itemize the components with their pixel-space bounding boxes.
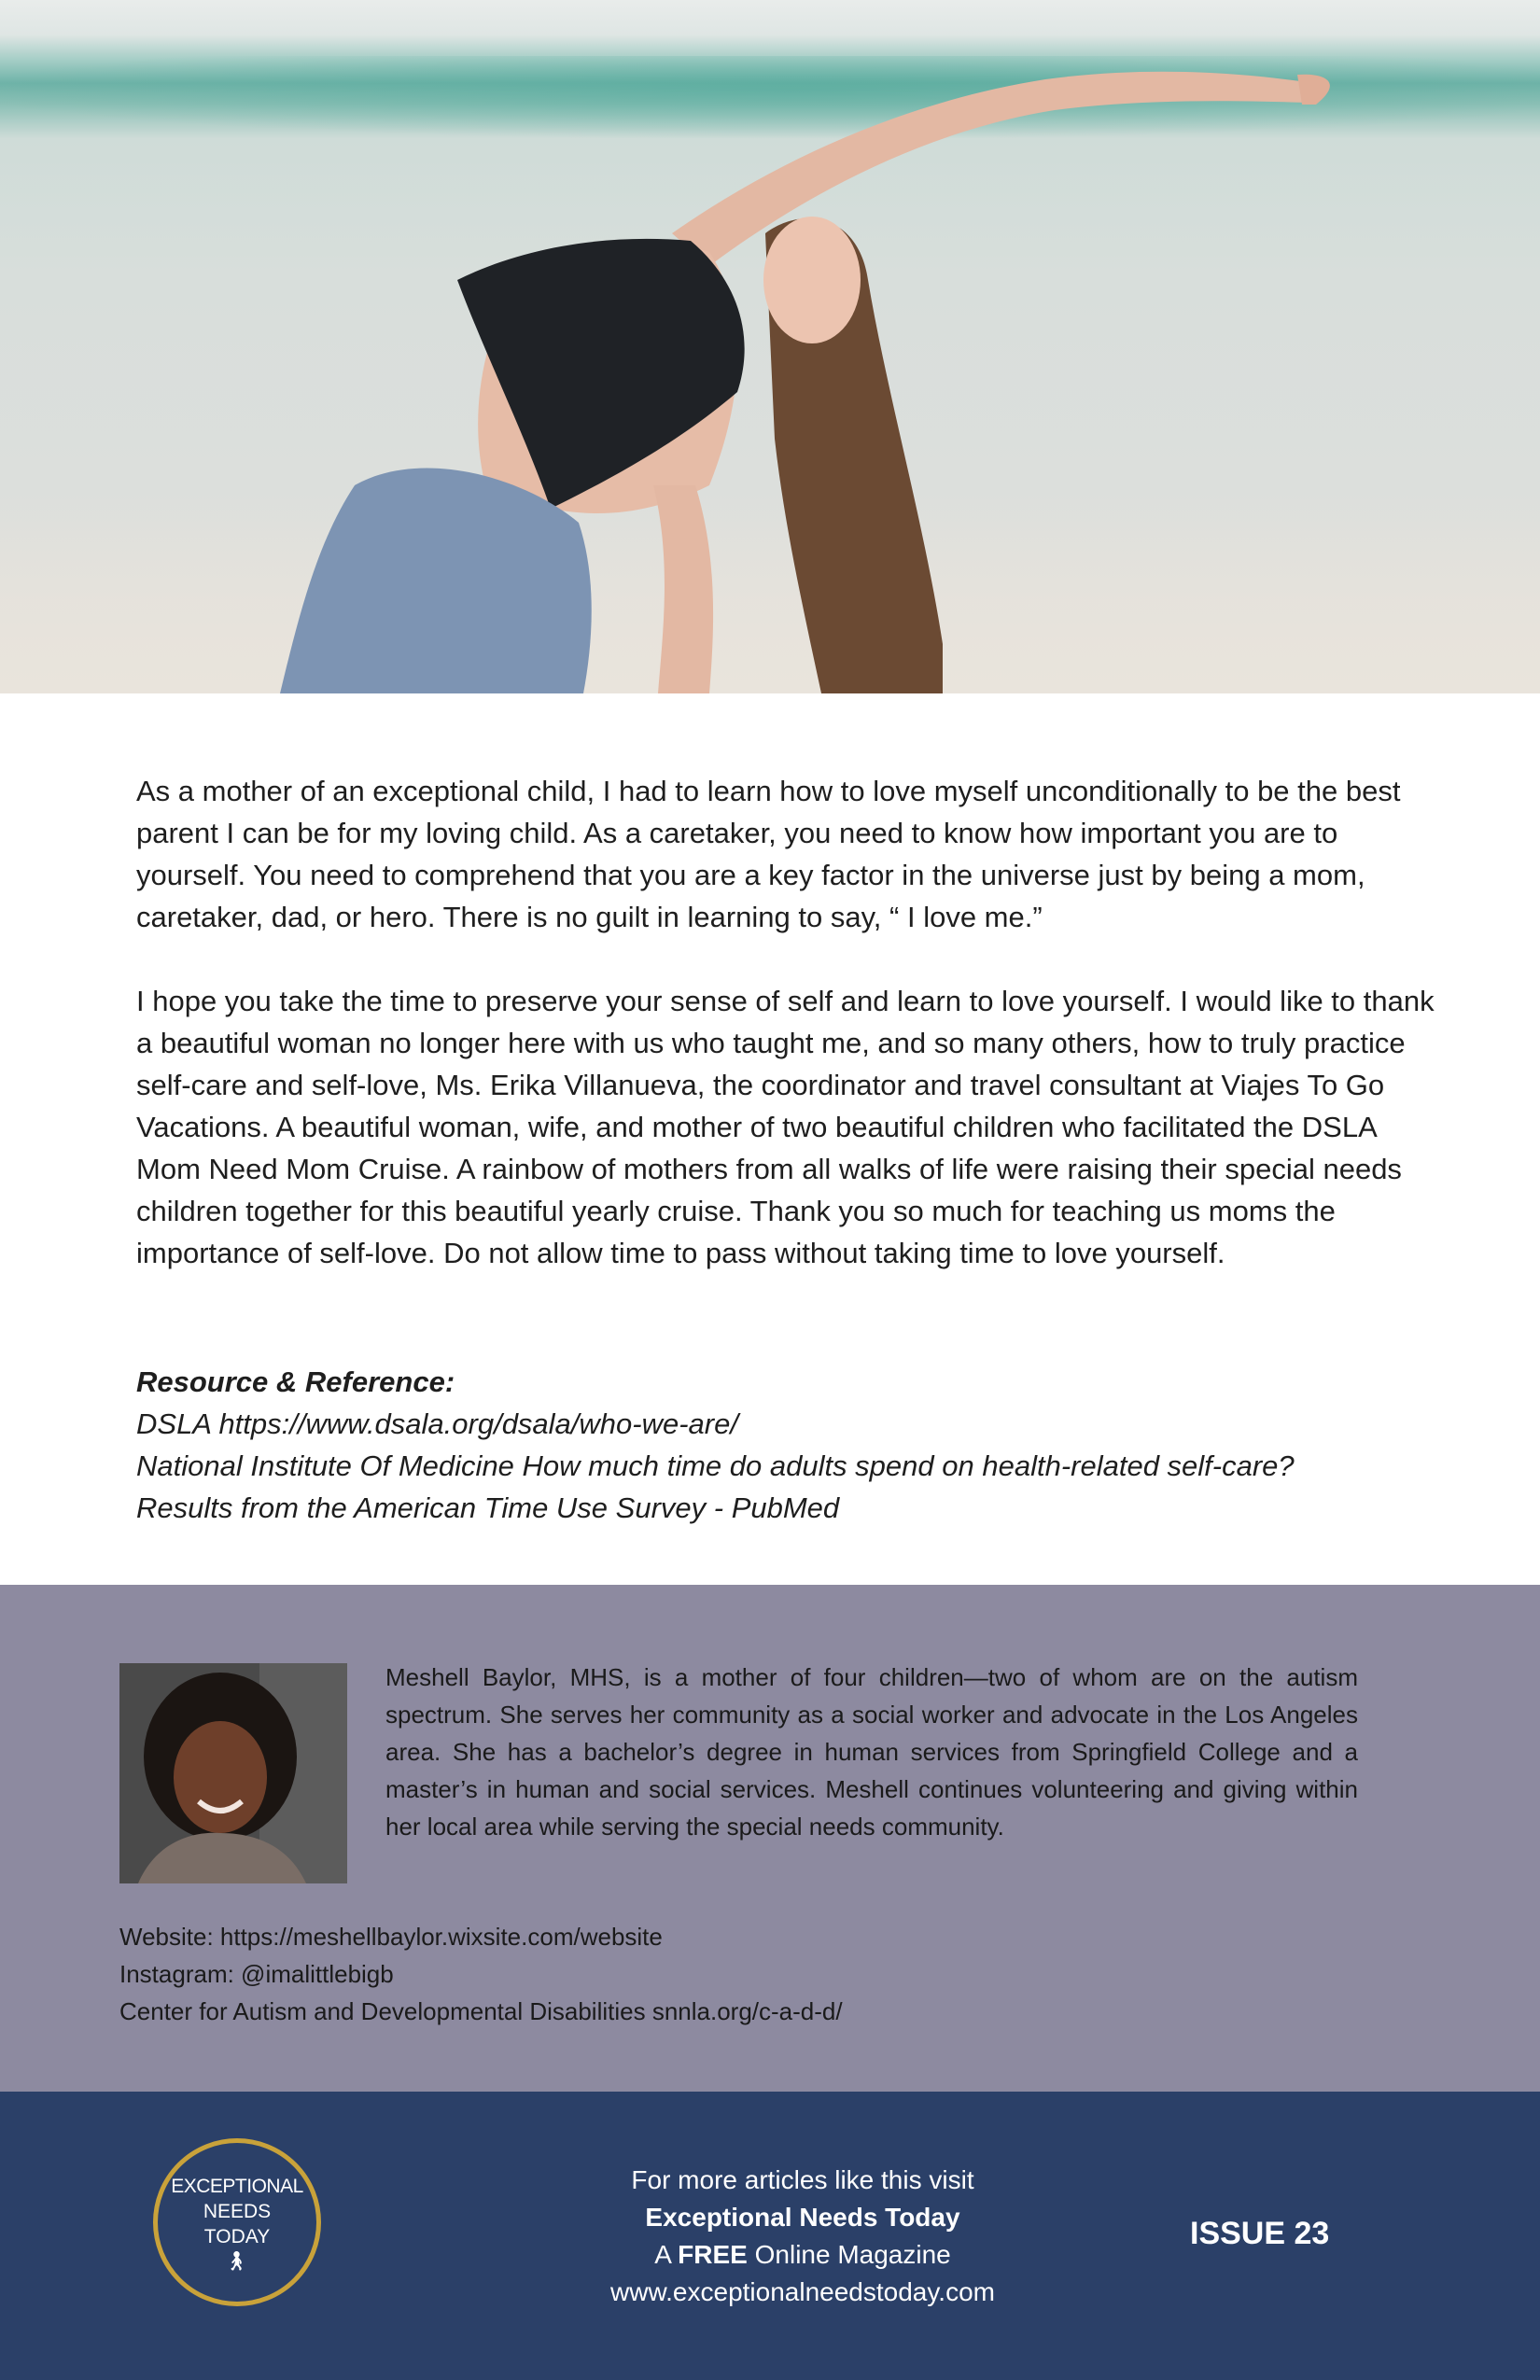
references-section [136,1361,1462,1529]
author-links [119,1918,843,2030]
promo-free: FREE [678,2240,748,2269]
author-bio-text: Meshell Baylor, MHS, is a mother of four children—two of whom are on the autism spectrum. She serves her community as a social worker and advocate in the Los Angeles area. She has a bachelor’s degree in human services from Springfield College and a master’s in human and social services. Meshell continues volunteering and giving within her local area while serving the special needs community. [385,1663,1358,1841]
article-body [136,770,1443,1316]
promo-line [523,2236,1083,2274]
reference-line[interactable]: National Institute Of Medicine How much time do adults spend on health-related self-care? [136,1449,1295,1482]
promo-prefix: A [654,2240,679,2269]
promo-text [523,2162,1083,2311]
article-paragraph: I hope you take the time to preserve your sense of self and learn to love yourself. I would like to thank a beautiful woman no longer here with us who taught me, and so many others, how to truly practice self-care and self-love, Ms. Erika Villanueva, the coordinator and travel consultant at Viajes To Go Vacations. A beautiful woman, wife, and mother of two beautiful children who facilitated the DSLA Mom Need Mom Cruise. A rainbow of mothers from all walks of life were raising their special needs children together for this beautiful yearly cruise. Thank you so much for teaching us moms the importance of self-love. Do not allow time to pass without taking time to love yourself. [136,985,1435,1269]
magazine-url[interactable]: www.exceptionalneedstoday.com [610,2277,995,2306]
people-figures-icon: 🚶︎ [224,2250,250,2272]
magazine-name: Exceptional Needs Today [645,2203,960,2232]
author-avatar [119,1663,347,1883]
instagram-handle[interactable]: Instagram: @imalittlebigb [119,1960,394,1988]
promo-line: For more articles like this visit [631,2165,974,2194]
logo-text: EXCEPTIONAL [171,2175,303,2197]
issue-number: ISSUE 23 [1190,2216,1330,2251]
reference-line[interactable]: DSLA https://www.dsala.org/dsala/who-we-are/ [136,1407,738,1440]
logo-text: TODAY [203,2225,271,2247]
references-heading: Resource & Reference: [136,1365,455,1398]
woman-stretching-illustration [0,0,1540,693]
reference-line[interactable]: Results from the American Time Use Survey - PubMed [136,1491,840,1524]
logo-text: NEEDS [203,2200,272,2222]
hero-photo [0,0,1540,693]
center-link[interactable]: Center for Autism and Developmental Disabilities snnla.org/c-a-d-d/ [119,1997,843,2025]
promo-suffix: Online Magazine [747,2240,951,2269]
website-link[interactable]: Website: https://meshellbaylor.wixsite.com/website [119,1923,663,1951]
exceptional-needs-today-logo [153,2138,321,2306]
article-paragraph: As a mother of an exceptional child, I had to learn how to love myself unconditionally to be the best parent I can be for my loving child. As a caretaker, you need to know how important you are to yourself. You need to comprehend that you are a key factor in the universe just by being a mom, caretaker, dad, or hero. There is no guilt in learning to say, “ I love me.” [136,775,1401,933]
